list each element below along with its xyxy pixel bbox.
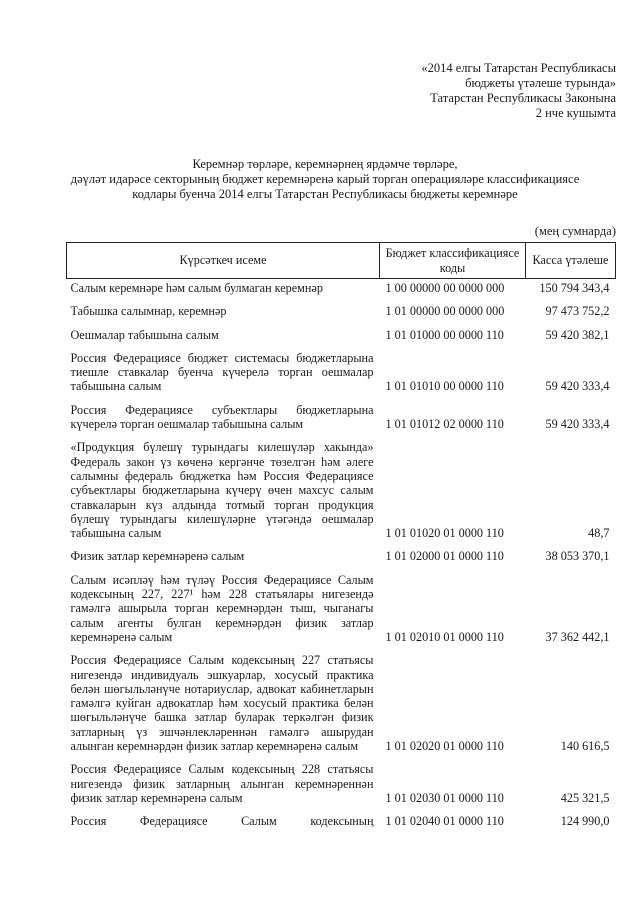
- table-row: [67, 396, 616, 434]
- row-amount: 425 321,5: [560, 790, 610, 805]
- document-title-line: дәүләт идарәсе секторының бюджет керемнәренә карый торган операцияләре классификациясе: [70, 172, 580, 186]
- table-row: [67, 646, 616, 755]
- column-header-code: Бюджет классификациясе коды: [380, 243, 526, 279]
- table-row: [67, 566, 616, 646]
- table-row: [67, 344, 616, 396]
- row-name: Физик затлар керемнәренә салым: [70, 549, 245, 564]
- table-row: [67, 297, 616, 320]
- row-name: Россия Федерациясе субъектлары бюджетларына күчерелә торган оешмалар табышына салым: [70, 402, 374, 432]
- row-amount: 97 473 752,2: [545, 304, 610, 319]
- row-amount: 124 990,0: [560, 814, 610, 829]
- row-amount: 59 420 333,4: [545, 379, 610, 394]
- column-header-amount: Касса үтәлеше: [526, 243, 616, 279]
- row-amount: 59 420 382,1: [545, 327, 610, 342]
- row-name: Салым исәпләү һәм түләү Россия Федерациясе Салым кодексының 227, 227¹ һәм 228 статьялары нигезендә гамәлгә ашырыла торган керемнәрдән тыш, чыганагы салым агенты булган керемнәрдән физик затлар керемнәренә салым: [70, 572, 374, 644]
- row-code: 1 01 02030 01 0000 110: [385, 790, 504, 805]
- table-row: [67, 807, 616, 830]
- row-code: 1 00 00000 00 0000 000: [385, 281, 505, 295]
- row-code: 1 01 02040 01 0000 110: [385, 814, 504, 829]
- appendix-note-line: бюджеты үтәлеше турында»: [465, 76, 616, 90]
- row-amount: 37 362 442,1: [545, 629, 610, 644]
- row-name: Россия Федерациясе бюджет системасы бюджетларына тиешле ставкалар буенча күчерелә торган оешмалар табышына салым: [70, 350, 374, 394]
- row-amount: 150 794 343,4: [539, 281, 610, 295]
- row-code: 1 01 02020 01 0000 110: [385, 739, 504, 754]
- revenue-table: [66, 242, 616, 831]
- row-name: Салым керемнәре һәм салым булмаган керемнәр: [70, 281, 323, 295]
- appendix-note-line: 2 нче кушымта: [535, 106, 616, 120]
- table-row: [67, 433, 616, 542]
- row-code: 1 01 02000 01 0000 110: [385, 549, 504, 564]
- row-name: Россия Федерациясе Салым кодексының 227 статьясы нигезендә индивидуаль эшкуарлар, хосусый практика белән шөгыльләнүче нотариуслар, адвокат кабинетларын гамәлгә куйган адвокатлар һәм хосусый практика белән шөгыльләнүче башка затлар буларак теркәлгән физик затларның үз эшчәнлекләреннән гамәлгә ашырудан алынган керемнәрдән физик затлар керемнәренә салым: [70, 653, 374, 754]
- row-code: 1 01 01020 01 0000 110: [385, 526, 504, 541]
- row-amount: 59 420 333,4: [545, 417, 610, 432]
- table-row: [67, 321, 616, 344]
- row-code: 1 01 01012 02 0000 110: [385, 417, 504, 432]
- document-title-line: кодлары буенча 2014 елгы Татарстан Республикасы бюджеты керемнәре: [132, 187, 518, 201]
- row-amount: 48,7: [588, 526, 610, 541]
- appendix-note-line: «2014 елгы Татарстан Республикасы: [421, 61, 616, 75]
- document-title-line: Керемнәр төрләре, керемнәрнең ярдәмче төрләре,: [192, 157, 458, 171]
- row-code: 1 01 01000 00 0000 110: [385, 327, 504, 342]
- document-title: [40, 157, 610, 202]
- unit-note: (мең сумнарда): [534, 224, 616, 238]
- table-row: [67, 755, 616, 807]
- row-code: 1 01 00000 00 0000 000: [385, 304, 505, 319]
- row-name: Оешмалар табышына салым: [70, 327, 219, 342]
- appendix-note: [421, 61, 616, 121]
- row-amount: 140 616,5: [560, 739, 610, 754]
- table-row: [67, 279, 616, 298]
- row-name: «Продукция бүлешү турындагы килешүләр хакында» Федераль закон үз көченә кергәнче төзелгән һәм әлеге салымны федераль бюджетка һәм Россия Федерациясе субъектлары бюджетларына күчерү өчен махсус салым ставкаларын күз алдында тотмый торган продукция бүлешү турындагы килешүләрне үтәгәндә оешмалар табышына салым: [70, 440, 374, 541]
- appendix-note-line: Татарстан Республикасы Законына: [430, 91, 616, 105]
- row-name: Россия Федерациясе Салым кодексының: [70, 814, 374, 829]
- row-amount: 38 053 370,1: [545, 549, 610, 564]
- table-header-row: [67, 243, 616, 279]
- column-header-name: Күрсәткеч исеме: [67, 243, 380, 279]
- table-row: [67, 542, 616, 565]
- row-code: 1 01 02010 01 0000 110: [385, 629, 504, 644]
- row-code: 1 01 01010 00 0000 110: [385, 379, 504, 394]
- row-name: Табышка салымнар, керемнәр: [70, 304, 227, 319]
- row-name: Россия Федерациясе Салым кодексының 228 статьясы нигезендә физик затларның алынган керемнәреннән физик затлар керемнәренә салым: [70, 762, 374, 805]
